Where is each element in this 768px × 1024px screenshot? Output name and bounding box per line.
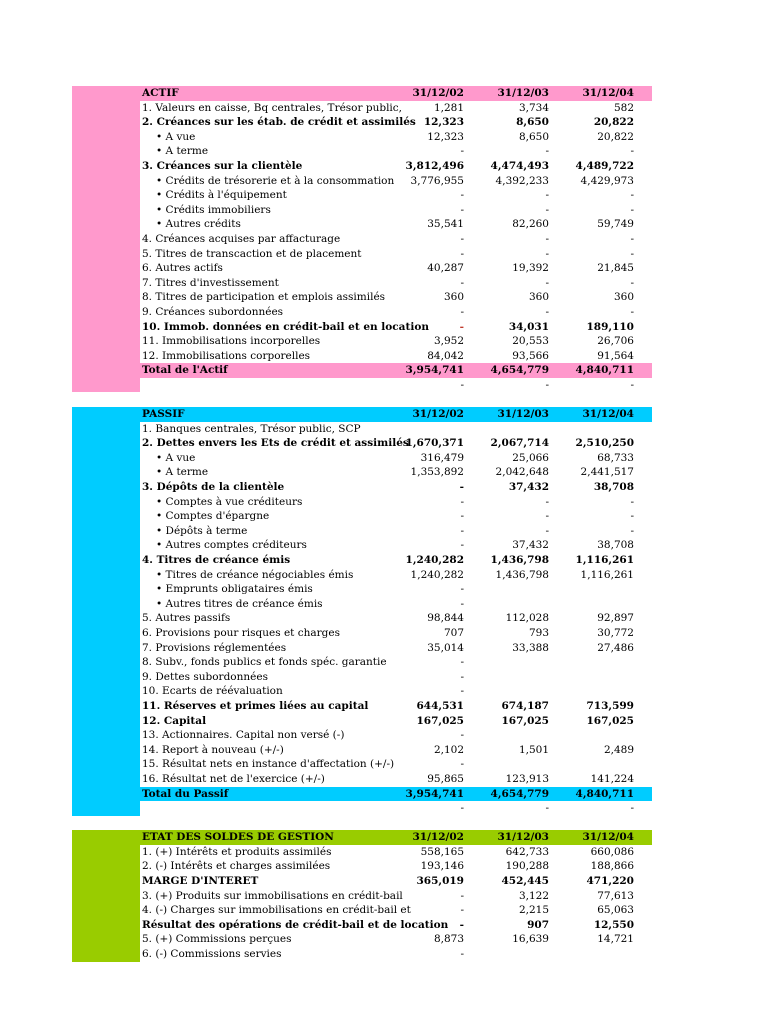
row-label: 4. (-) Charges sur immobilisations en crédit-bail et bbox=[142, 904, 411, 917]
value-cell: 660,086 bbox=[590, 845, 634, 858]
value-cell: 82,260 bbox=[512, 218, 549, 231]
value-cell: - bbox=[630, 276, 634, 289]
row-label: • Crédits immobiliers bbox=[156, 203, 271, 216]
value-cell: - bbox=[545, 524, 549, 537]
value-cell: - bbox=[545, 276, 549, 289]
value-cell: - bbox=[460, 232, 464, 245]
value-cell: 1,116,261 bbox=[575, 554, 634, 566]
header-date: 31/12/03 bbox=[497, 87, 549, 99]
table-row bbox=[72, 217, 652, 232]
separator-row bbox=[72, 801, 652, 816]
value-cell: 8,650 bbox=[518, 130, 549, 143]
table-row bbox=[72, 159, 652, 174]
value-cell: - bbox=[460, 378, 464, 391]
value-cell: 25,066 bbox=[512, 451, 549, 464]
row-label: 12. Immobilisations corporelles bbox=[142, 349, 311, 362]
value-cell: - bbox=[545, 189, 549, 202]
table-row bbox=[72, 436, 652, 451]
table-row bbox=[72, 597, 652, 612]
value-cell: - bbox=[460, 203, 464, 216]
value-cell: 1,353,892 bbox=[410, 466, 464, 479]
table-row bbox=[72, 859, 652, 874]
value-cell: - bbox=[630, 232, 634, 245]
value-cell: 59,749 bbox=[597, 218, 634, 231]
separator-row bbox=[72, 378, 652, 393]
value-cell: 26,706 bbox=[597, 335, 634, 348]
value-cell: 360 bbox=[443, 291, 464, 304]
table-row bbox=[72, 611, 652, 626]
value-cell: 1,670,371 bbox=[405, 437, 464, 450]
financial-sheet bbox=[72, 86, 652, 962]
header-date: 31/12/02 bbox=[412, 87, 464, 99]
passif-header bbox=[140, 407, 652, 422]
value-cell: 8,650 bbox=[516, 116, 549, 129]
value-cell: 1,240,282 bbox=[410, 568, 464, 581]
value-cell: 77,613 bbox=[597, 889, 634, 902]
value-cell: 3,952 bbox=[433, 335, 464, 348]
header-date: 31/12/04 bbox=[582, 87, 634, 99]
header-label: ACTIF bbox=[142, 87, 179, 99]
row-label: • Crédits de trésorerie et à la consommation bbox=[156, 174, 395, 187]
value-cell: 4,489,722 bbox=[575, 159, 634, 172]
table-row bbox=[72, 188, 652, 203]
row-label: 10. Immob. données en crédit-bail et en location bbox=[142, 320, 429, 333]
row-label: 1. Valeurs en caisse, Bq centrales, Trésor public, bbox=[142, 101, 403, 114]
value-cell: 4,654,779 bbox=[490, 364, 549, 377]
table-row bbox=[72, 451, 652, 466]
row-label: MARGE D'INTERET bbox=[142, 875, 259, 888]
value-cell: - bbox=[460, 305, 464, 318]
table-row bbox=[72, 203, 652, 218]
row-label: 2. Dettes envers les Ets de crédit et assimilés bbox=[142, 437, 409, 450]
value-cell: - bbox=[630, 802, 634, 815]
table-row bbox=[72, 276, 652, 291]
value-cell: - bbox=[545, 247, 549, 260]
row-label: 11. Réserves et primes liées au capital bbox=[142, 699, 369, 712]
table-row bbox=[72, 349, 652, 364]
value-cell: 123,913 bbox=[505, 772, 549, 785]
value-cell: 3,812,496 bbox=[405, 159, 464, 172]
value-cell: 4,840,711 bbox=[575, 364, 634, 377]
table-row bbox=[72, 130, 652, 145]
value-cell: 793 bbox=[528, 626, 549, 639]
value-cell: 4,474,493 bbox=[490, 159, 549, 172]
row-label: 8. Titres de participation et emplois assimilés bbox=[142, 291, 386, 304]
value-cell: - bbox=[460, 276, 464, 289]
value-cell: - bbox=[630, 510, 634, 523]
value-cell: 1,281 bbox=[433, 101, 464, 114]
header-label: PASSIF bbox=[142, 408, 185, 421]
value-cell: 1,436,798 bbox=[490, 554, 549, 566]
value-cell: 471,220 bbox=[586, 875, 634, 888]
value-cell: 3,954,741 bbox=[405, 787, 464, 800]
value-cell: - bbox=[459, 481, 464, 494]
value-cell: 91,564 bbox=[597, 349, 634, 362]
soldes-section bbox=[72, 830, 652, 961]
value-cell: 38,708 bbox=[593, 481, 634, 494]
row-label: 2. Créances sur les étab. de crédit et assimilés bbox=[142, 116, 416, 129]
table-row bbox=[72, 699, 652, 714]
row-label: • A vue bbox=[156, 451, 196, 464]
value-cell: - bbox=[545, 378, 549, 391]
passif-section bbox=[72, 407, 652, 816]
value-cell: 1,501 bbox=[518, 743, 549, 756]
row-label: • Autres titres de créance émis bbox=[156, 597, 323, 610]
value-cell: 558,165 bbox=[420, 845, 464, 858]
table-row bbox=[72, 334, 652, 349]
table-row bbox=[72, 553, 652, 568]
table-row bbox=[72, 641, 652, 656]
value-cell: 360 bbox=[613, 291, 634, 304]
value-cell: 33,388 bbox=[512, 641, 549, 654]
row-label: 2. (-) Intérêts et charges assimilées bbox=[142, 860, 331, 873]
row-label: • A vue bbox=[156, 130, 196, 143]
table-row bbox=[72, 115, 652, 130]
value-cell: - bbox=[460, 145, 464, 158]
row-label: 1. Banques centrales, Trésor public, SCP bbox=[142, 422, 361, 435]
value-cell: - bbox=[460, 904, 464, 917]
value-cell: 2,441,517 bbox=[580, 466, 634, 479]
value-cell: 27,486 bbox=[597, 641, 634, 654]
passif-total-row bbox=[140, 787, 652, 802]
table-row bbox=[72, 305, 652, 320]
value-cell: 68,733 bbox=[597, 451, 634, 464]
row-label: • Comptes d'épargne bbox=[156, 510, 270, 523]
row-label: 1. (+) Intérêts et produits assimilés bbox=[142, 845, 332, 858]
row-label: • Emprunts obligataires émis bbox=[156, 583, 313, 596]
table-row bbox=[72, 903, 652, 918]
row-label: • Crédits à l'équipement bbox=[156, 189, 287, 202]
value-cell: - bbox=[630, 145, 634, 158]
value-cell: 1,240,282 bbox=[405, 554, 464, 566]
value-cell: - bbox=[460, 583, 464, 596]
value-cell: - bbox=[460, 889, 464, 902]
value-cell: - bbox=[630, 305, 634, 318]
value-cell: 112,028 bbox=[505, 612, 549, 625]
table-row bbox=[72, 845, 652, 860]
table-row bbox=[72, 874, 652, 889]
row-label: Résultat des opérations de crédit-bail et de location bbox=[142, 918, 449, 931]
value-cell: 316,479 bbox=[420, 451, 464, 464]
value-cell: 2,042,648 bbox=[495, 466, 549, 479]
value-cell: 360 bbox=[528, 291, 549, 304]
value-cell: 4,392,233 bbox=[495, 174, 549, 187]
table-row bbox=[72, 480, 652, 495]
value-cell: 92,897 bbox=[597, 612, 634, 625]
table-row bbox=[72, 174, 652, 189]
value-cell: - bbox=[460, 758, 464, 771]
header-date: 31/12/02 bbox=[412, 408, 464, 421]
table-row bbox=[72, 889, 652, 904]
header-date: 31/12/03 bbox=[497, 408, 549, 421]
value-cell: - bbox=[460, 670, 464, 683]
value-cell: 582 bbox=[613, 101, 634, 114]
value-cell: - bbox=[460, 948, 464, 961]
value-cell: 3,776,955 bbox=[410, 174, 464, 187]
value-cell: 98,844 bbox=[427, 612, 464, 625]
value-cell: 193,146 bbox=[420, 860, 464, 873]
value-cell: 4,654,779 bbox=[490, 787, 549, 800]
row-label: 11. Immobilisations incorporelles bbox=[142, 335, 321, 348]
row-label: • A terme bbox=[156, 145, 209, 158]
row-label: 13. Actionnaires. Capital non versé (-) bbox=[142, 729, 345, 742]
row-label: • Autres comptes créditeurs bbox=[156, 539, 307, 552]
value-cell: - bbox=[460, 656, 464, 669]
value-cell: 167,025 bbox=[416, 714, 464, 727]
table-row bbox=[72, 626, 652, 641]
value-cell: 644,531 bbox=[416, 699, 464, 712]
value-cell: 37,432 bbox=[508, 481, 549, 494]
row-label: 7. Provisions réglementées bbox=[142, 641, 287, 654]
table-row bbox=[72, 320, 652, 335]
table-row bbox=[72, 757, 652, 772]
value-cell: 642,733 bbox=[505, 845, 549, 858]
table-row bbox=[72, 465, 652, 480]
row-label: 6. Autres actifs bbox=[142, 262, 223, 275]
row-label: 4. Titres de créance émis bbox=[142, 554, 291, 566]
actif-header bbox=[140, 86, 652, 101]
value-cell: 167,025 bbox=[586, 714, 634, 727]
value-cell: - bbox=[460, 495, 464, 508]
value-cell: 84,042 bbox=[427, 349, 464, 362]
value-cell: 2,510,250 bbox=[575, 437, 634, 450]
value-cell: 2,215 bbox=[518, 904, 549, 917]
value-cell: 8,873 bbox=[433, 933, 464, 946]
row-label: 9. Créances subordonnées bbox=[142, 305, 284, 318]
value-cell: 2,489 bbox=[603, 743, 634, 756]
row-label: • Comptes à vue créditeurs bbox=[156, 495, 303, 508]
value-cell: 4,429,973 bbox=[580, 174, 634, 187]
header-date: 31/12/02 bbox=[412, 831, 464, 844]
value-cell: - bbox=[460, 539, 464, 552]
row-label: • Autres crédits bbox=[156, 218, 241, 231]
row-label: 9. Dettes subordonnées bbox=[142, 670, 268, 683]
value-cell: - bbox=[630, 524, 634, 537]
value-cell: - bbox=[630, 247, 634, 260]
value-cell: 713,599 bbox=[586, 699, 634, 712]
value-cell: - bbox=[460, 729, 464, 742]
value-cell: - bbox=[545, 145, 549, 158]
value-cell: - bbox=[460, 524, 464, 537]
table-row bbox=[72, 684, 652, 699]
value-cell: - bbox=[460, 189, 464, 202]
row-label: 5. Titres de transcaction et de placement bbox=[142, 247, 362, 260]
total-label: Total de l'Actif bbox=[142, 364, 228, 377]
table-row bbox=[72, 582, 652, 597]
value-cell: 3,734 bbox=[518, 101, 549, 114]
value-cell: 141,224 bbox=[590, 772, 634, 785]
row-label: 15. Résultat nets en instance d'affectation (+/-) bbox=[142, 758, 395, 771]
value-cell: - bbox=[630, 203, 634, 216]
row-label: 3. Créances sur la clientèle bbox=[142, 159, 303, 172]
table-row bbox=[72, 728, 652, 743]
value-cell: 1,436,798 bbox=[495, 568, 549, 581]
value-cell: - bbox=[545, 203, 549, 216]
value-cell: 93,566 bbox=[512, 349, 549, 362]
value-cell: 37,432 bbox=[512, 539, 549, 552]
value-cell: 3,122 bbox=[518, 889, 549, 902]
value-cell: 20,822 bbox=[593, 116, 634, 129]
table-row bbox=[72, 568, 652, 583]
actif-section bbox=[72, 86, 652, 392]
soldes-header bbox=[140, 830, 652, 845]
value-cell: 16,639 bbox=[512, 933, 549, 946]
row-label: 8. Subv., fonds publics et fonds spéc. garantie bbox=[142, 656, 387, 669]
table-row bbox=[72, 524, 652, 539]
value-cell: 167,025 bbox=[501, 714, 549, 727]
row-label: 6. Provisions pour risques et charges bbox=[142, 626, 340, 639]
value-cell: 189,110 bbox=[586, 320, 634, 333]
row-label: 6. (-) Commissions servies bbox=[142, 948, 282, 961]
header-date: 31/12/04 bbox=[582, 408, 634, 421]
total-label: Total du Passif bbox=[142, 787, 229, 800]
value-cell: - bbox=[460, 510, 464, 523]
value-cell: 95,865 bbox=[427, 772, 464, 785]
value-cell: 4,840,711 bbox=[575, 787, 634, 800]
value-cell: 40,287 bbox=[427, 262, 464, 275]
value-cell: - bbox=[460, 685, 464, 698]
value-cell: - bbox=[545, 802, 549, 815]
row-label: 10. Ecarts de réévaluation bbox=[142, 685, 283, 698]
value-cell: - bbox=[545, 510, 549, 523]
table-row bbox=[72, 261, 652, 276]
table-row bbox=[72, 918, 652, 933]
value-cell: 38,708 bbox=[597, 539, 634, 552]
header-date: 31/12/04 bbox=[582, 831, 634, 844]
value-cell: 12,323 bbox=[423, 116, 464, 129]
value-cell: - bbox=[545, 232, 549, 245]
table-row bbox=[72, 670, 652, 685]
row-label: 5. (+) Commissions perçues bbox=[142, 933, 292, 946]
value-cell: - bbox=[630, 495, 634, 508]
header-label: ETAT DES SOLDES DE GESTION bbox=[142, 831, 334, 844]
row-label: • Dépôts à terme bbox=[156, 524, 248, 537]
value-cell: - bbox=[460, 247, 464, 260]
table-row bbox=[72, 932, 652, 947]
row-label: 3. Dépôts de la clientèle bbox=[142, 481, 285, 494]
value-cell: 12,323 bbox=[427, 130, 464, 143]
table-row bbox=[72, 538, 652, 553]
value-cell: 452,445 bbox=[501, 875, 549, 888]
value-cell: 65,063 bbox=[597, 904, 634, 917]
value-cell: 19,392 bbox=[512, 262, 549, 275]
header-date: 31/12/03 bbox=[497, 831, 549, 844]
value-cell: - bbox=[545, 495, 549, 508]
table-row bbox=[72, 101, 652, 116]
value-cell: 34,031 bbox=[508, 320, 549, 333]
value-cell: 1,116,261 bbox=[580, 568, 634, 581]
table-row bbox=[72, 232, 652, 247]
row-label: • Titres de créance négociables émis bbox=[156, 568, 354, 581]
value-cell: 21,845 bbox=[597, 262, 634, 275]
table-row bbox=[72, 247, 652, 262]
table-row bbox=[72, 772, 652, 787]
table-row bbox=[72, 714, 652, 729]
row-label: 12. Capital bbox=[142, 714, 207, 727]
table-row bbox=[72, 743, 652, 758]
value-cell: - bbox=[460, 597, 464, 610]
row-label: 7. Titres d'investissement bbox=[142, 276, 279, 289]
value-cell: 188,866 bbox=[590, 860, 634, 873]
value-cell: 20,822 bbox=[597, 130, 634, 143]
actif-total-row bbox=[140, 363, 652, 378]
value-cell: 365,019 bbox=[416, 875, 464, 888]
value-cell: - bbox=[630, 378, 634, 391]
table-row bbox=[72, 509, 652, 524]
value-cell: - bbox=[545, 305, 549, 318]
value-cell: - bbox=[459, 320, 464, 333]
row-label: 16. Résultat net de l'exercice (+/-) bbox=[142, 772, 325, 785]
row-label: • A terme bbox=[156, 466, 209, 479]
value-cell: 190,288 bbox=[505, 860, 549, 873]
row-label: 4. Créances acquises par affacturage bbox=[142, 232, 341, 245]
value-cell: 3,954,741 bbox=[405, 364, 464, 377]
value-cell: 707 bbox=[443, 626, 464, 639]
value-cell: 20,553 bbox=[512, 335, 549, 348]
value-cell: 907 bbox=[527, 918, 549, 931]
value-cell: 674,187 bbox=[501, 699, 549, 712]
value-cell: 35,014 bbox=[427, 641, 464, 654]
row-label: 5. Autres passifs bbox=[142, 612, 231, 625]
row-label: 3. (+) Produits sur immobilisations en crédit-bail bbox=[142, 889, 403, 902]
value-cell: 2,067,714 bbox=[490, 437, 549, 450]
value-cell: - bbox=[630, 189, 634, 202]
table-row bbox=[72, 290, 652, 305]
table-row bbox=[72, 144, 652, 159]
value-cell: 35,541 bbox=[427, 218, 464, 231]
value-cell: 12,550 bbox=[593, 918, 634, 931]
row-label: 14. Report à nouveau (+/-) bbox=[142, 743, 284, 756]
table-row bbox=[72, 947, 652, 962]
table-row bbox=[72, 655, 652, 670]
value-cell: 14,721 bbox=[597, 933, 634, 946]
value-cell: 2,102 bbox=[433, 743, 464, 756]
table-row bbox=[72, 422, 652, 437]
value-cell: - bbox=[459, 918, 464, 931]
table-row bbox=[72, 495, 652, 510]
value-cell: 30,772 bbox=[597, 626, 634, 639]
value-cell: - bbox=[460, 802, 464, 815]
